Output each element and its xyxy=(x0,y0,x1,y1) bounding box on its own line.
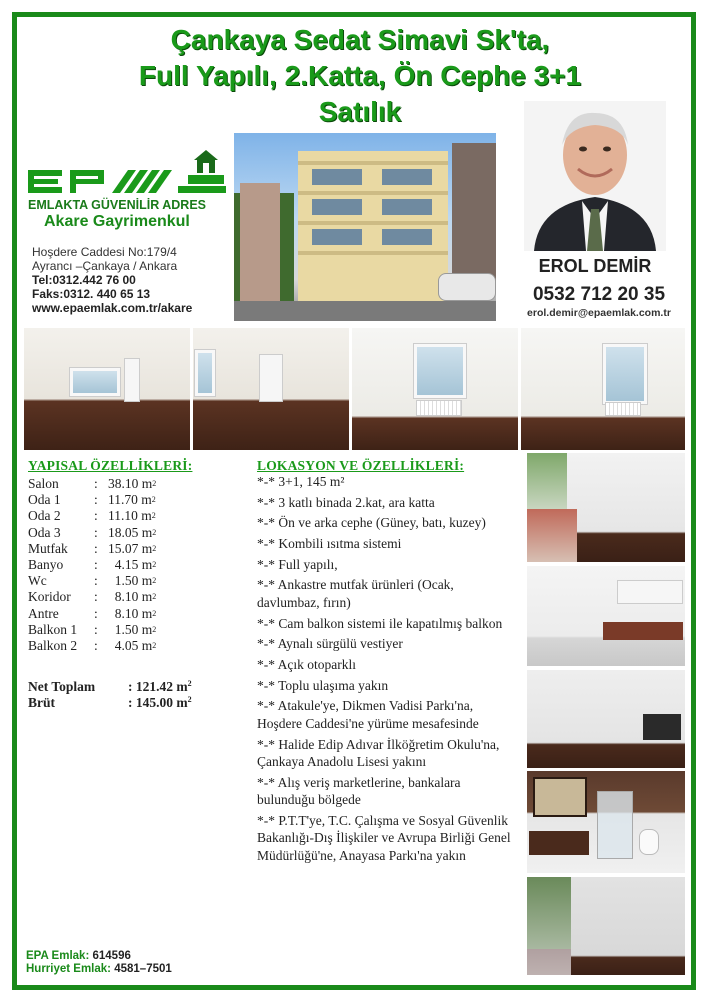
website-link[interactable]: www.epaemlak.com.tr/akare xyxy=(32,301,193,315)
address-line-1: Hoşdere Caddesi No:179/4 xyxy=(32,245,177,259)
interior-photo-1 xyxy=(24,328,190,450)
epa-listing-id: EPA Emlak: 614596 xyxy=(26,950,131,962)
balcony-photo xyxy=(527,453,685,562)
agent-photo xyxy=(524,101,666,251)
gross-total: Brüt : 145.00 m 2 xyxy=(28,695,192,710)
specs-table xyxy=(28,476,156,654)
feature-item: *-* Atakule'ye, Dikmen Vadisi Parkı'na, Hoşdere Caddesi'ne yürüme mesafesinde xyxy=(257,698,479,731)
agent-portrait xyxy=(524,101,666,251)
feature-item: *-* Toplu ulaşıma yakın xyxy=(257,677,389,693)
kitchen-photo xyxy=(527,566,685,666)
features-list xyxy=(257,473,515,868)
specs-heading: YAPISAL ÖZELLİKLERİ: xyxy=(28,458,193,473)
epa-logo xyxy=(28,148,228,196)
spec-row: Antre : 8.10 m 2 xyxy=(28,605,157,621)
agent-email[interactable]: erol.demir@epaemlak.com.tr xyxy=(527,307,671,319)
feature-item: *-* Alış veriş marketlerine, bankalara bulunduğu bölgede xyxy=(257,774,461,808)
agent-name: EROL DEMİR xyxy=(538,256,652,276)
spec-row: Oda 1 : 11.70 m 2 xyxy=(28,492,156,508)
hurriyet-listing-id: Hurriyet Emlak: 4581–7501 xyxy=(26,963,172,975)
living-room-photo xyxy=(527,670,685,768)
spec-row: Balkon 2 : 4.05 m 2 xyxy=(28,637,157,653)
net-total: Net Toplam : 121.42 m 2 xyxy=(28,679,192,694)
title-line-1: Çankaya Sedat Simavi Sk'ta, xyxy=(170,24,550,55)
interior-photo-4 xyxy=(521,328,685,450)
bathroom-photo xyxy=(527,771,685,873)
spec-row: Banyo : 4.15 m 2 xyxy=(28,556,157,572)
feature-item: *-* 3 katlı binada 2.kat, ara katta xyxy=(257,494,435,510)
spec-row: Oda 3 : 18.05 m 2 xyxy=(28,524,157,540)
feature-item: *-* Ankastre mutfak ürünleri (Ocak, davlumbaz, fırın) xyxy=(257,577,454,610)
building-photo xyxy=(234,133,496,321)
feature-item: *-* Ön ve arka cephe (Güney, batı, kuzey) xyxy=(257,515,486,531)
feature-item: *-* Aynalı sürgülü vestiyer xyxy=(257,636,403,652)
title-line-3: Satılık xyxy=(318,96,402,127)
feature-item: *-* Açık otoparklı xyxy=(257,657,356,672)
spec-row: Wc : 1.50 m 2 xyxy=(28,573,157,589)
address-line-2: Ayrancı –Çankaya / Ankara xyxy=(32,259,178,273)
feature-item: *-* Kombili ısıtma sistemi xyxy=(257,536,402,552)
telephone: Tel:0312.442 76 00 xyxy=(32,273,136,287)
spec-row: Mutfak : 15.07 m 2 xyxy=(28,540,157,556)
title-line-2: Full Yapılı, 2.Katta, Ön Cephe 3+1 xyxy=(138,60,582,91)
spec-row: Salon : 38.10 m 2 xyxy=(28,476,157,491)
glass-balcony-photo xyxy=(527,877,685,975)
feature-item: *-* Full yapılı, xyxy=(257,556,338,572)
interior-photo-3 xyxy=(352,328,518,450)
agent-phone[interactable]: 0532 712 20 35 xyxy=(532,284,666,305)
feature-item: *-* P.T.T'ye, T.C. Çalışma ve Sosyal Güvenlik Bakanlığı-Dış İlişkiler ve Avrupa Birliği Genel Müdürlüğü'ne, Anayasa Parkı'na yakın xyxy=(257,812,511,863)
location-heading: LOKASYON VE ÖZELLİKLERİ: xyxy=(257,458,465,473)
spec-row: Koridor : 8.10 m 2 xyxy=(28,589,157,605)
feature-item: *-* Cam balkon sistemi ile kapatılmış balkon xyxy=(257,615,503,631)
spec-row: Balkon 1 : 1.50 m 2 xyxy=(28,621,157,637)
logo-subtitle: EMLAKTA GÜVENİLİR ADRES xyxy=(28,198,207,212)
spec-row: Oda 2 : 11.10 m 2 xyxy=(28,508,156,524)
brand-name: Akare Gayrimenkul xyxy=(44,213,190,230)
feature-item: *-* 3+1, 145 m² xyxy=(257,474,345,489)
fax: Faks:0312. 440 65 13 xyxy=(32,287,151,301)
feature-item: *-* Halide Edip Adıvar İlköğretim Okulu'na, Çankaya Anadolu Lisesi yakını xyxy=(257,736,500,770)
interior-photo-2 xyxy=(193,328,349,450)
